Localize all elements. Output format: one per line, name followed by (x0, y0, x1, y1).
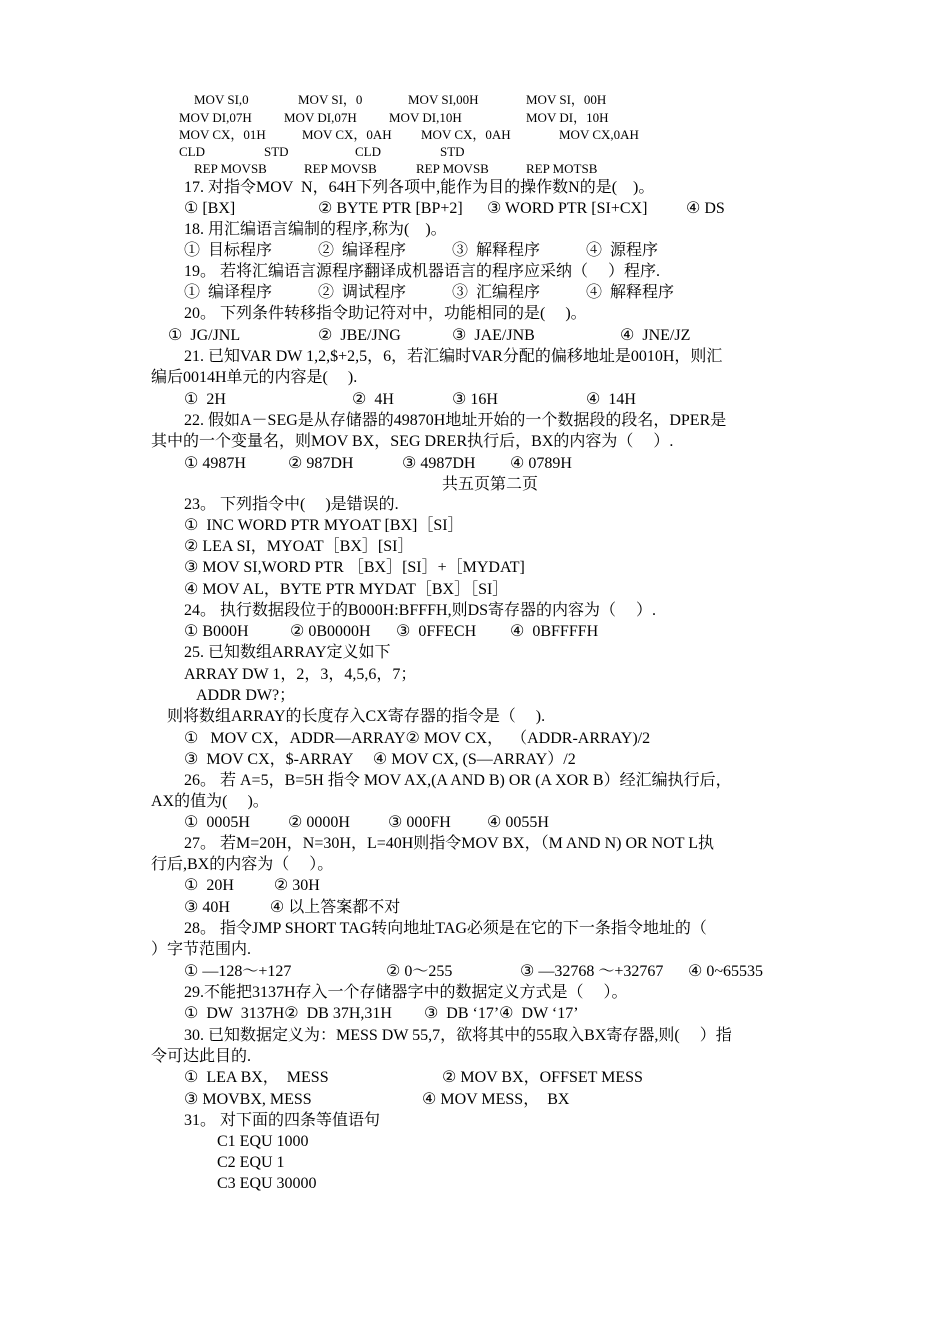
option: ① 目标程序 (184, 242, 273, 259)
option: ① LEA BX， MESS (184, 1069, 329, 1086)
option: ③ MOV CX，$-ARRAY ④ MOV CX, (S—ARRAY）/2 (184, 751, 576, 768)
question-21-stem: 21. 已知VAR DW 1,2,$+2,5，6，若汇编时VAR分配的偏移地址是0010H，则汇 (184, 348, 723, 365)
option: ② 987DH (288, 455, 354, 472)
option: ② 0B0000H (290, 623, 371, 640)
code-cell: STD (440, 144, 465, 159)
option: ② 0000H (288, 814, 350, 831)
code-line: ADDR DW?； (196, 687, 296, 704)
option: ② BYTE PTR [BP+2] (318, 200, 463, 217)
option: ② 编译程序 (318, 242, 407, 259)
code-cell: MOV CX，0AH (302, 127, 392, 142)
code-line: C1 EQU 1000 (217, 1133, 309, 1150)
option: ① B000H (184, 623, 249, 640)
option: ④ 0789H (510, 455, 572, 472)
option: ① INC WORD PTR MYOAT [BX]［SI］ (184, 517, 464, 534)
code-cell: MOV CX，01H (179, 127, 266, 142)
code-cell: CLD (179, 144, 205, 159)
option: ③ MOV SI,WORD PTR ［BX］[SI］+［MYDAT] (184, 559, 525, 576)
code-line: C3 EQU 30000 (217, 1175, 317, 1192)
option: ④ 14H (586, 391, 636, 408)
question-21-stem-cont: 编后0014H单元的内容是( ). (151, 369, 358, 386)
question-22-stem-cont: 其中的一个变量名，则MOV BX，SEG DRER执行后，BX的内容为（ ）. (151, 433, 674, 450)
option: ③ MOVBX, MESS (184, 1091, 312, 1108)
question-23-stem: 23。 下列指令中( )是错误的. (184, 496, 399, 513)
option: ④ 0BFFFFH (510, 623, 599, 640)
option: ③ 40H ④ 以上答案都不对 (184, 899, 401, 916)
option: ③ —32768 ～+32767 (520, 963, 664, 980)
code-cell: MOV SI，00H (526, 92, 607, 107)
page-footer: 共五页第二页 (442, 476, 539, 493)
question-30-stem: 30. 已知数据定义为：MESS DW 55,7，欲将其中的55取入BX寄存器,则( ）指 (184, 1027, 732, 1044)
question-24-stem: 24。 执行数据段位于的B000H:BFFFH,则DS寄存器的内容为（ ）. (184, 602, 657, 619)
option: ② 0～255 (386, 963, 453, 980)
question-28-stem: 28。 指令JMP SHORT TAG转向地址TAG必须是在它的下一条指令地址的（ (184, 920, 707, 937)
option: ③ 解释程序 (452, 242, 541, 259)
option: ① 编译程序 (184, 284, 273, 301)
option: ③ WORD PTR [SI+CX] (487, 200, 648, 217)
question-22-stem: 22. 假如A－SEG是从存储器的49870H地址开始的一个数据段的段名，DPER是 (184, 412, 727, 429)
code-cell: REP MOVSB (304, 161, 377, 176)
option: ④ 0~65535 (688, 963, 763, 980)
question-18-stem: 18. 用汇编语言编制的程序,称为( )。 (184, 221, 447, 238)
option: ④ 解释程序 (586, 284, 675, 301)
option: ③ 000FH (388, 814, 451, 831)
question-20-stem: 20。 下列条件转移指令助记符对中，功能相同的是( )。 (184, 305, 587, 322)
question-27-stem: 27。 若M=20H，N=30H，L=40H则指令MOV BX，（M AND N) OR NOT L执 (184, 835, 715, 852)
option: ④ MOV MESS， BX (422, 1091, 570, 1108)
code-cell: REP MOVSB (194, 161, 267, 176)
question-31-stem: 31。 对下面的四条等值语句 (184, 1112, 381, 1129)
option: ① MOV CX，ADDR—ARRAY② MOV CX， （ADDR-ARRAY)/2 (184, 730, 651, 747)
option: ① 2H (184, 391, 226, 408)
question-26-stem-cont: AX的值为( )。 (151, 793, 269, 810)
option: ② LEA SI，MYOAT［BX］[SI］ (184, 538, 414, 555)
code-cell: REP MOVSB (416, 161, 489, 176)
option: ① JG/JNL (168, 327, 241, 344)
code-cell: REP MOTSB (526, 161, 598, 176)
option: ① 4987H (184, 455, 246, 472)
code-line: C2 EQU 1 (217, 1154, 285, 1171)
code-cell: MOV DI,07H (179, 110, 252, 125)
question-29-stem: 29.不能把3137H存入一个存储器字中的数据定义方式是（ ）。 (184, 984, 628, 1001)
option: ① 0005H (184, 814, 250, 831)
code-cell: MOV SI,0 (194, 92, 249, 107)
option: ③ 16H (452, 391, 498, 408)
option: ② 4H (352, 391, 394, 408)
option: ① —128～+127 (184, 963, 292, 980)
code-cell: MOV DI，10H (526, 110, 609, 125)
option: ④ 0055H (487, 814, 549, 831)
question-26-stem: 26。 若 A=5，B=5H 指令 MOV AX,(A AND B) OR (A XOR B）经汇编执行后， (184, 772, 732, 789)
code-cell: MOV CX，0AH (421, 127, 511, 142)
option: ④ JNE/JZ (620, 327, 691, 344)
code-cell: MOV SI，0 (298, 92, 363, 107)
question-25-ask: 则将数组ARRAY的长度存入CX寄存器的指令是（ ). (167, 708, 546, 725)
code-line: ARRAY DW 1，2，3，4,5,6，7； (184, 666, 417, 683)
option: ④ 源程序 (586, 242, 659, 259)
question-27-stem-cont: 行后,BX的内容为（ ）。 (151, 856, 334, 873)
option: ③ 4987DH (402, 455, 476, 472)
option: ① 20H ② 30H (184, 877, 320, 894)
question-17-stem: 17. 对指令MOV N，64H下列各项中,能作为目的操作数N的是( )。 (184, 179, 655, 196)
code-cell: MOV DI,07H (284, 110, 357, 125)
option: ① [BX] (184, 200, 236, 217)
question-28-stem-cont: ）字节范围内. (151, 941, 252, 958)
option: ④ MOV AL，BYTE PTR MYDAT［BX］［SI］ (184, 581, 509, 598)
option: ② MOV BX，OFFSET MESS (442, 1069, 643, 1086)
code-cell: MOV DI,10H (389, 110, 462, 125)
question-25-stem: 25. 已知数组ARRAY定义如下 (184, 644, 391, 661)
code-cell: MOV CX,0AH (559, 127, 639, 142)
option: ③ JAE/JNB (452, 327, 535, 344)
option: ④ DS (686, 200, 725, 217)
code-cell: CLD (355, 144, 381, 159)
option: ③ 0FFECH (396, 623, 477, 640)
option: ② JBE/JNG (318, 327, 401, 344)
option: ② 调试程序 (318, 284, 407, 301)
code-cell: MOV SI,00H (408, 92, 479, 107)
code-cell: STD (264, 144, 289, 159)
option: ① DW 3137H② DB 37H,31H ③ DB ‘17’④ DW ‘17’ (184, 1005, 579, 1022)
option: ③ 汇编程序 (452, 284, 541, 301)
question-19-stem: 19。 若将汇编语言源程序翻译成机器语言的程序应采纳（ ）程序. (184, 263, 661, 280)
question-30-stem-cont: 令可达此目的. (151, 1048, 252, 1065)
